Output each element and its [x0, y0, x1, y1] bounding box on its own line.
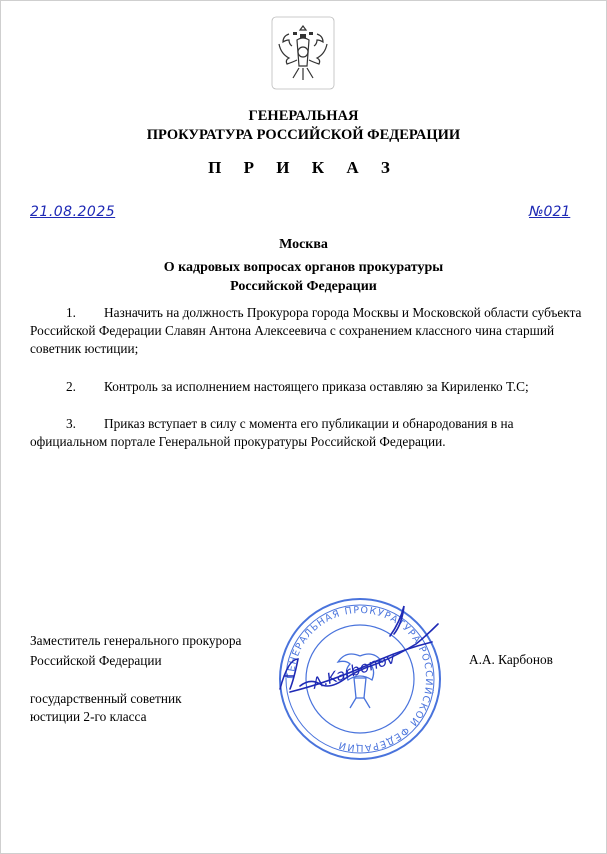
signer-rank-line2: юстиции 2-го класса [30, 709, 147, 724]
order-item [30, 415, 582, 451]
signer-name: А.А. Карбонов [469, 652, 553, 667]
item-text: Контроль за исполнением настоящего приказа оставляю за Кириленко Т.С; [104, 379, 529, 394]
signature-text: A.Karbonov [310, 648, 398, 693]
item-text: Назначить на должность Прокурора города Москвы и Московской области субъекта Российской Федерации Славян Антона Алексеевича с сохранением классного чина старший советник юстиции; [30, 305, 582, 356]
signer-position-line1: Заместитель генерального прокурора [30, 633, 242, 648]
org-name-line2: ПРОКУРАТУРА РОССИЙСКОЙ ФЕДЕРАЦИИ [146, 127, 461, 143]
subject-line2: Российской Федерации [230, 279, 377, 294]
order-item [30, 304, 582, 358]
item-number: 1. [66, 305, 76, 320]
order-item [30, 378, 582, 396]
stamp-text: ГЕНЕРАЛЬНАЯ ПРОКУРАТУРА РОССИЙСКОЙ ФЕДЕРАЦИИ [285, 604, 435, 754]
svg-text:ГЕНЕРАЛЬНАЯ ПРОКУРАТУРА РОССИЙ [286, 605, 435, 753]
item-number: 2. [66, 379, 76, 394]
org-name-line1: ГЕНЕРАЛЬНАЯ [248, 108, 359, 124]
signer-rank-line1: государственный советник [30, 691, 182, 706]
document-type: П Р И К А З [208, 158, 399, 177]
item-number: 3. [66, 416, 76, 431]
item-text: Приказ вступает в силу с момента его публикации и обнародования в на официальном портале Генеральной прокуратуры Российской Федерации. [30, 416, 514, 449]
double-headed-eagle-icon [271, 16, 335, 90]
subject-line1: О кадровых вопросах органов прокуратуры [163, 260, 444, 275]
document-city: Москва [279, 237, 328, 252]
signer-position-line2: Российской Федерации [30, 653, 162, 668]
document-number: №021 [529, 204, 571, 220]
official-stamp [270, 594, 450, 764]
document-date: 21.08.2025 [30, 204, 116, 220]
